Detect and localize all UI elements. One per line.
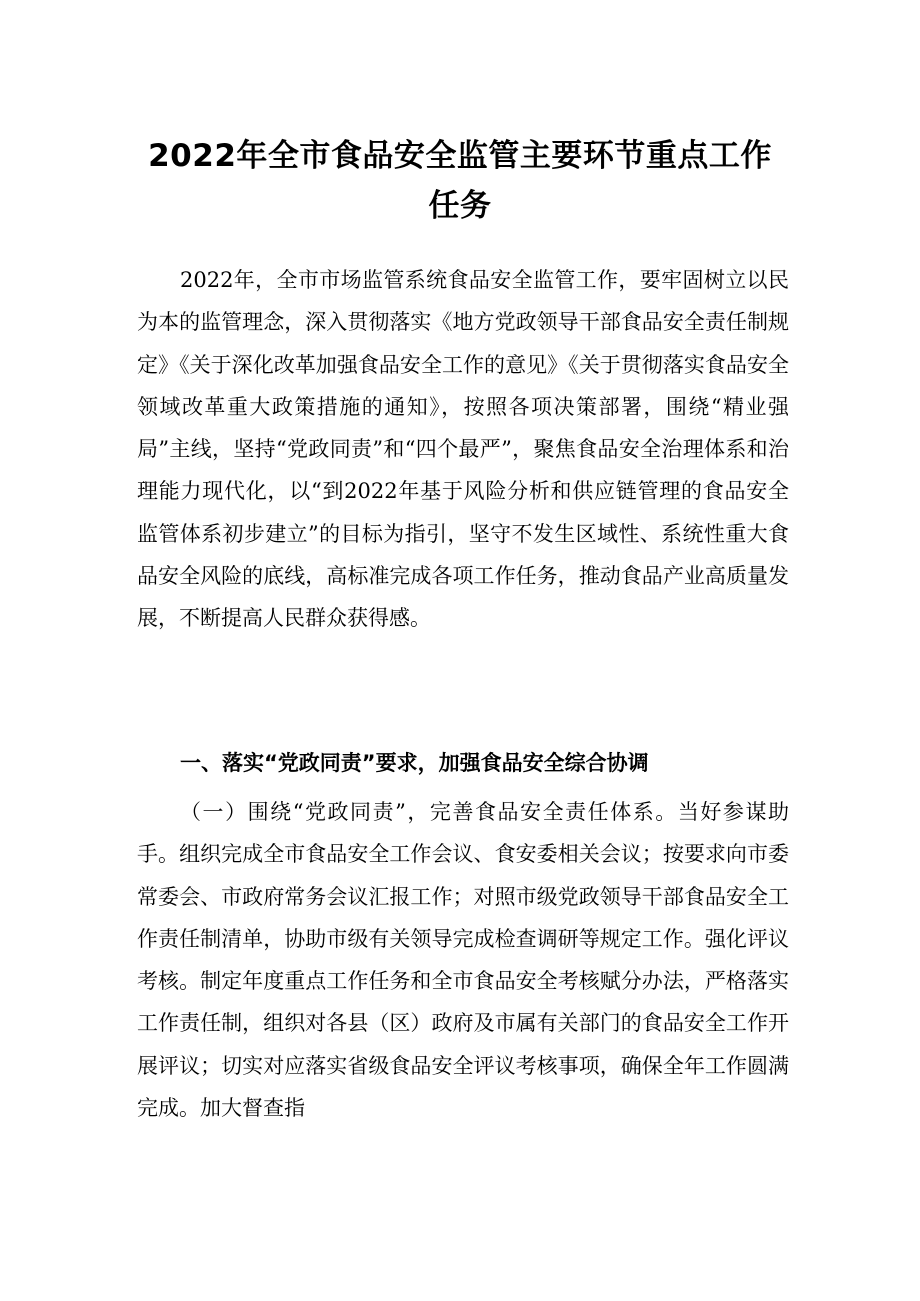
document-title-line-1: 2022年全市食品安全监管主要环节重点工作 [148, 138, 772, 174]
intro-paragraph: 2022年，全市市场监管系统食品安全监管工作，要牢固树立以民为本的监管理念，深入贯彻落实《地方党政领导干部食品安全责任制规定》《关于深化改革加强食品安全工作的意见》《关于贯彻落实食品安全领域改革重大政策措施的通知》，按照各项决策部署，围绕“精业强局”主线，坚持“党政同责”和“四个最严”，聚焦食品安全治理体系和治理能力现代化，以“到2022年基于风险分析和供应链管理的食品安全监管体系初步建立”的目标为指引，坚守不发生区域性、系统性重大食品安全风险的底线，高标准完成各项工作任务，推动食品产业高质量发展，不断提高人民群众获得感。 [137, 268, 789, 631]
section-1-heading: 一、落实“党政同责”要求，加强食品安全综合协调 [180, 751, 649, 775]
section-1-paragraph: （一）围绕“党政同责”，完善食品安全责任体系。当好参谋助手。组织完成全市食品安全工作会议、食安委相关会议；按要求向市委常委会、市政府常务会议汇报工作；对照市级党政领导干部食品安全工作责任制清单，协助市级有关领导完成检查调研等规定工作。强化评议考核。制定年度重点工作任务和全市食品安全考核赋分办法，严格落实工作责任制，组织对各县（区）政府及市属有关部门的食品安全工作开展评议；切实对应落实省级食品安全评议考核事项，确保全年工作圆满完成。加大督查指 [137, 800, 789, 1121]
document-title-line-2: 任务 [428, 188, 492, 224]
